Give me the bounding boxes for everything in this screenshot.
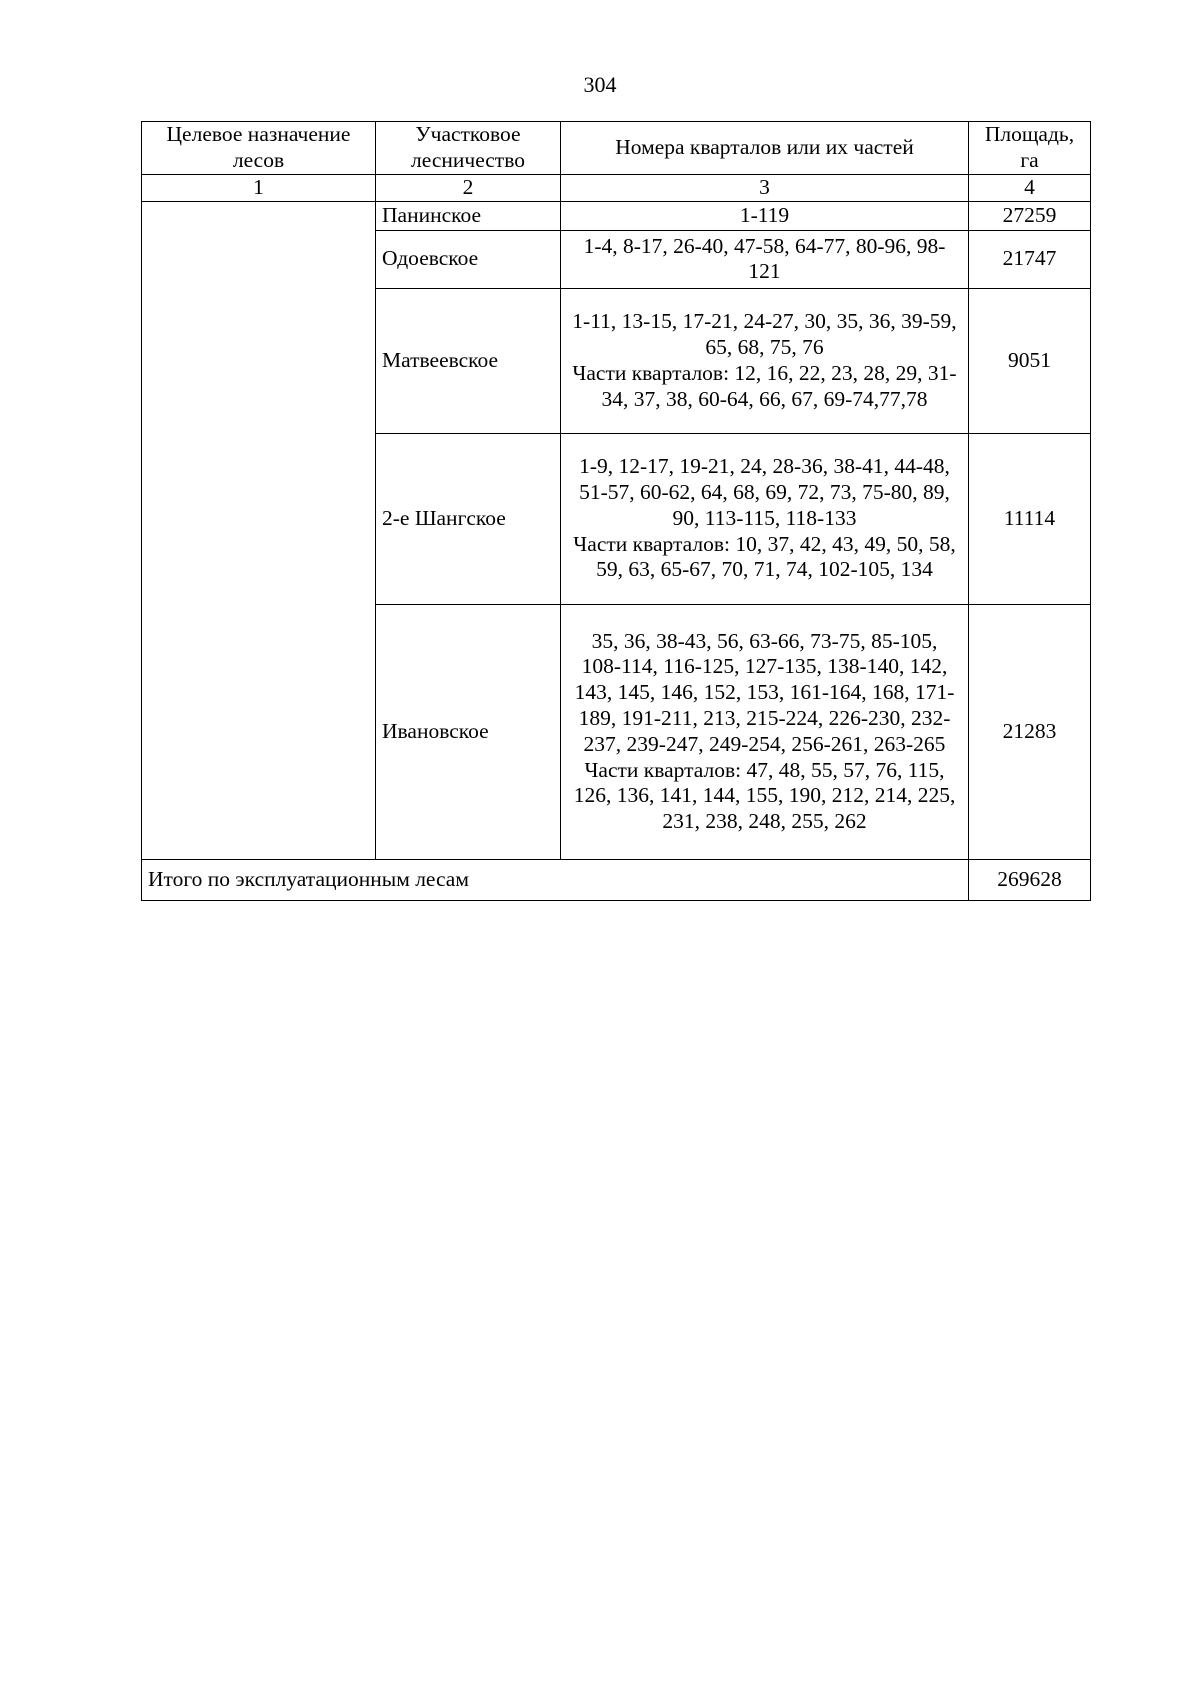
area-cell: 21747 — [969, 230, 1091, 288]
quarters-parts-text: Части кварталов: 12, 16, 22, 23, 28, 29, 31-34, 37, 38, 60-64, 66, 67, 69-74,77,78 — [572, 360, 957, 411]
quarters-cell — [561, 288, 969, 433]
quarters-cell — [561, 604, 969, 859]
header-area: Площадь, га — [969, 122, 1091, 175]
district-cell: Ивановское — [376, 604, 561, 859]
column-number-row — [142, 175, 1091, 202]
total-area: 269628 — [969, 859, 1091, 900]
quarters-text: 1-11, 13-15, 17-21, 24-27, 30, 35, 36, 39-59, 65, 68, 75, 76 — [572, 309, 957, 359]
header-row — [142, 122, 1091, 175]
area-cell: 27259 — [969, 201, 1091, 230]
area-cell: 21283 — [969, 604, 1091, 859]
column-number-1: 1 — [142, 175, 376, 202]
column-number-2: 2 — [376, 175, 561, 202]
total-label: Итого по эксплуатационным лесам — [142, 859, 969, 900]
quarters-parts-text: Части кварталов: 47, 48, 55, 57, 76, 115, 126, 136, 141, 144, 155, 190, 212, 214, 225, 231, 238, 248, 255, 262 — [573, 757, 956, 834]
quarters-cell: 1-4, 8-17, 26-40, 47-58, 64-77, 80-96, 98-121 — [561, 230, 969, 288]
area-cell: 9051 — [969, 288, 1091, 433]
header-purpose: Целевое назначение лесов — [142, 122, 376, 175]
quarters-text: 35, 36, 38-43, 56, 63-66, 73-75, 85-105, 108-114, 116-125, 127-135, 138-140, 142, 143, 145, 146, 152, 153, 161-164, 168, 171-189, 191-211, 213, 215-224, 226-230, 232-237, 239-247, 249-254, 256-261, 263-265 — [574, 628, 955, 756]
district-cell: 2-е Шангское — [376, 433, 561, 604]
column-number-4: 4 — [969, 175, 1091, 202]
header-district: Участковое лесничество — [376, 122, 561, 175]
district-cell: Матвеевское — [376, 288, 561, 433]
header-quarters: Номера кварталов или их частей — [561, 122, 969, 175]
quarters-parts-text: Части кварталов: 10, 37, 42, 43, 49, 50, 58, 59, 63, 65-67, 70, 71, 74, 102-105, 134 — [573, 531, 956, 582]
table-row — [142, 201, 1091, 230]
quarters-text: 1-9, 12-17, 19-21, 24, 28-36, 38-41, 44-48, 51-57, 60-62, 64, 68, 69, 72, 73, 75-80, 89, 90, 113-115, 118-133 — [579, 454, 950, 530]
page-number: 304 — [583, 72, 617, 97]
purpose-cell — [142, 201, 376, 859]
area-cell: 11114 — [969, 433, 1091, 604]
quarters-cell — [561, 433, 969, 604]
total-row — [142, 859, 1091, 900]
quarters-cell: 1-119 — [561, 201, 969, 230]
district-cell: Одоевское — [376, 230, 561, 288]
district-cell: Панинское — [376, 201, 561, 230]
forest-quarters-table — [141, 121, 1091, 901]
column-number-3: 3 — [561, 175, 969, 202]
